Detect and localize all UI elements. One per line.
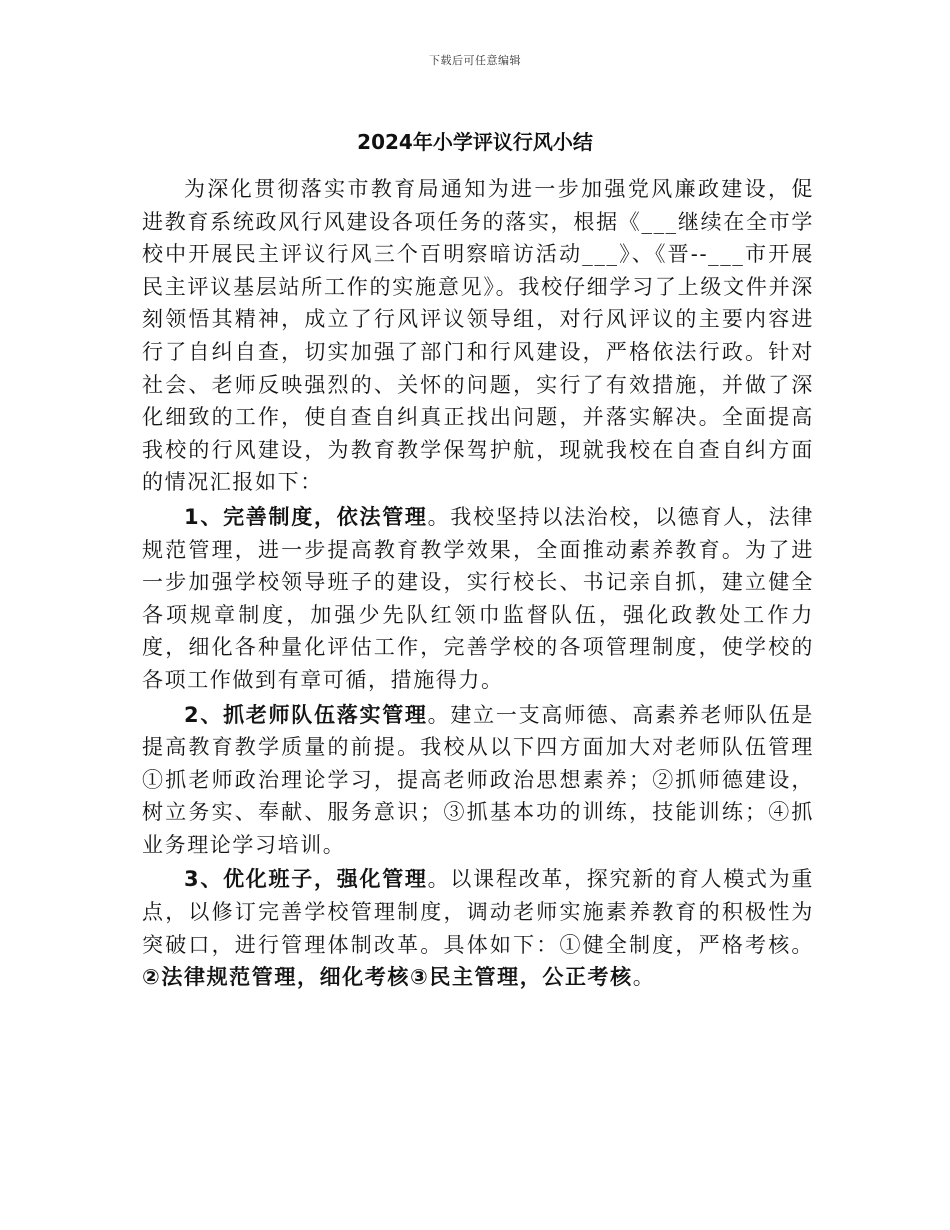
document-title: 2024年小学评议行风小结 xyxy=(357,130,593,154)
section-paragraph-2 xyxy=(142,699,814,862)
intro-paragraph: 为深化贯彻落实市教育局通知为进一步加强党风廉政建设，促进教育系统政风行风建设各项任务的落实，根据《___继续在全市学校中开展民主评议行风三个百明察暗访活动___》、《晋--___市开展民主评议基层站所工作的实施意见》。我校仔细学习了上级文件并深刻领悟其精神，成立了行风评议领导组，对行风评议的主要内容进行了自纠自查，切实加强了部门和行风建设，严格依法行政。针对社会、老师反映强烈的、关怀的问题，实行了有效措施，并做了深化细致的工作，使自查自纠真正找出问题，并落实解决。全面提高我校的行风建设，为教育教学保驾护航，现就我校在自查自纠方面的情况汇报如下： xyxy=(142,177,814,495)
section-text-2: 。建立一支高师德、高素养老师队伍是提高教育教学质量的前提。我校从以下四方面加大对老师队伍管理①抓老师政治理论学习，提高老师政治思想素养；②抓师德建设，树立务实、奉献、服务意识；③抓基本功的训练，技能训练；④抓业务理论学习培训。 xyxy=(142,702,814,857)
section-paragraph-3 xyxy=(142,863,814,993)
section-heading-3: 3、优化班子，强化管理 xyxy=(184,867,428,892)
section-paragraph-1 xyxy=(142,501,814,697)
section-heading-2: 2、抓老师队伍落实管理 xyxy=(184,702,428,727)
section-end-3: 。 xyxy=(632,965,656,990)
section-text-1: 。我校坚持以法治校，以德育人，法律规范管理，进一步提高教育教学效果，全面推动素养教育。为了进一步加强学校领导班子的建设，实行校长、书记亲自抓，建立健全各项规章制度，加强少先队红领巾监督队伍，强化政教处工作力度，细化各种量化评估工作，完善学校的各项管理制度，使学校的各项工作做到有章可循，措施得力。 xyxy=(142,504,814,692)
document-body xyxy=(142,173,814,996)
section-heading-1: 1、完善制度，依法管理 xyxy=(184,504,428,529)
section-bold-tail-3: ②法律规范管理，细化考核③民主管理，公正考核 xyxy=(142,965,633,990)
section-text-3: 。以课程改革，探究新的育人模式为重点，以修订完善学校管理制度，调动老师实施素养教育的积极性为突破口，进行管理体制改革。具体如下：①健全制度，严格考核。 xyxy=(142,867,814,957)
header-note: 下载后可任意编辑 xyxy=(429,54,521,67)
